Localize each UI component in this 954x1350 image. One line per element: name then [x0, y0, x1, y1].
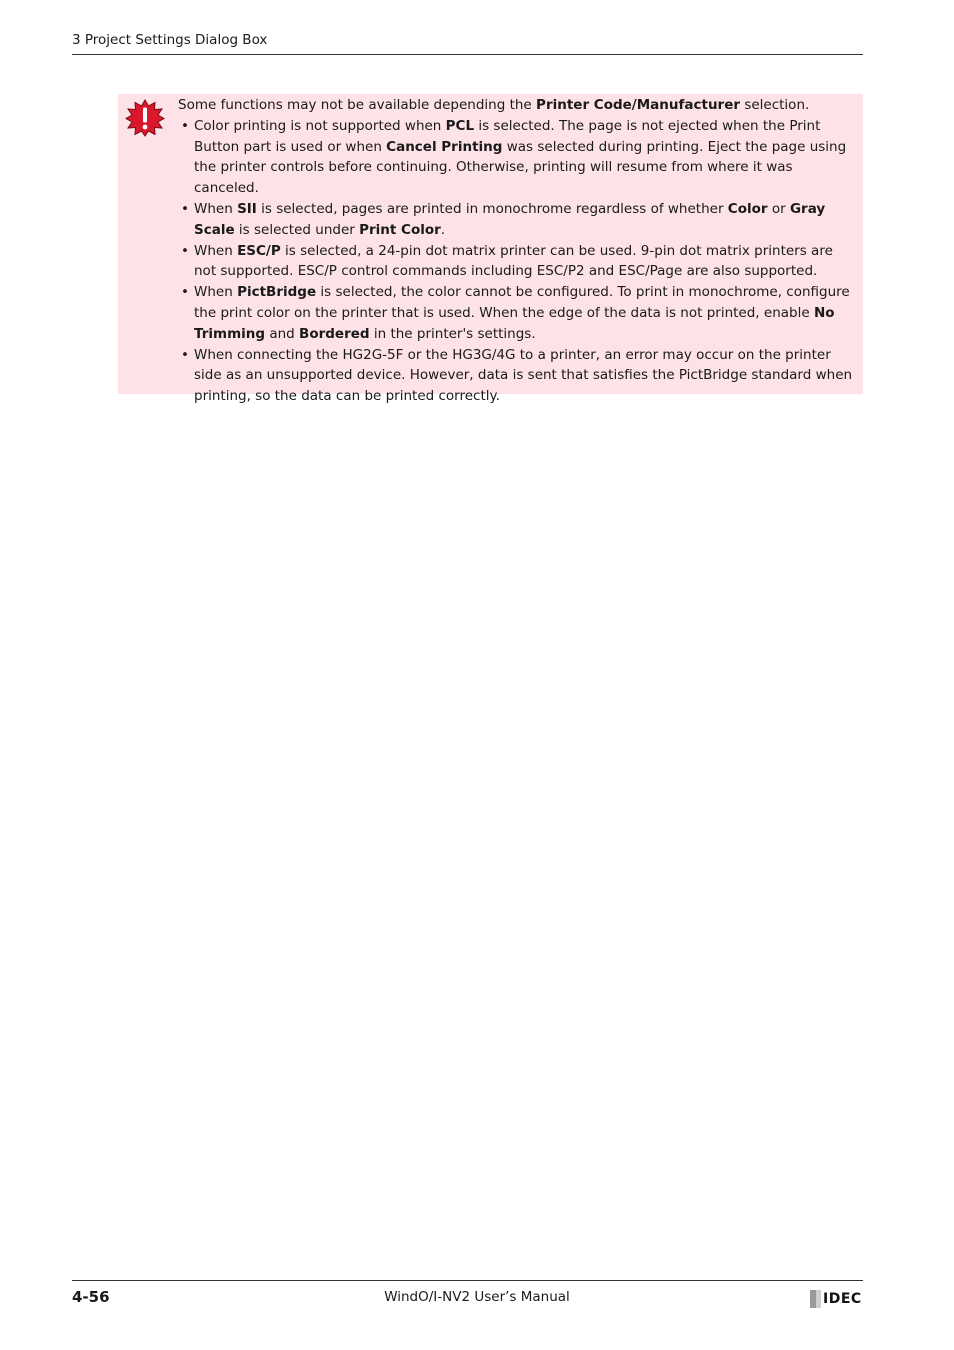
bullet-pictbridge: • When PictBridge is selected, the color cannot be configured. To print in monochrome, configure the print color on the printer that is used. When the edge of the data is not printed, enable No Trimming and Bordered in the printer's settings. — [178, 282, 856, 344]
header-rule — [72, 54, 863, 55]
caution-box — [118, 94, 863, 405]
bullet-sii: • When SII is selected, pages are printed in monochrome regardless of whether Color or Gray Scale is selected under Print Color. — [178, 199, 856, 241]
bullet-hg-printer: • When connecting the HG2G-5F or the HG3G/4G to a printer, an error may occur on the printer side as an unsupported device. However, data is sent that satisfies the PictBridge standard when printing, so the data can be printed correctly. — [178, 345, 856, 407]
caution-burst-icon — [125, 99, 165, 137]
caution-intro: Some functions may not be available depending the Printer Code/Manufacturer selection. — [178, 97, 810, 113]
caution-content — [178, 95, 856, 407]
bullet-escp: • When ESC/P is selected, a 24-pin dot matrix printer can be used. 9-pin dot matrix printers are not supported. ESC/P control commands including ESC/P2 and ESC/Page are also supported. — [178, 241, 856, 283]
manual-title: WindO/I-NV2 User’s Manual — [384, 1289, 570, 1305]
caution-bullet-list — [178, 116, 856, 407]
footer-rule — [72, 1280, 863, 1281]
bullet-pcl: • Color printing is not supported when PCL is selected. The page is not ejected when the Print Button part is used or when Cancel Printing was selected during printing. Eject the page using the printer controls before continuing. Otherwise, printing will resume from where it was canceled. — [178, 116, 856, 199]
idec-logo — [810, 1290, 862, 1308]
page-number: 4-56 — [72, 1288, 110, 1306]
logo-text: IDEC — [823, 1291, 862, 1307]
section-title: 3 Project Settings Dialog Box — [72, 32, 268, 48]
logo-mark-icon — [810, 1290, 821, 1308]
